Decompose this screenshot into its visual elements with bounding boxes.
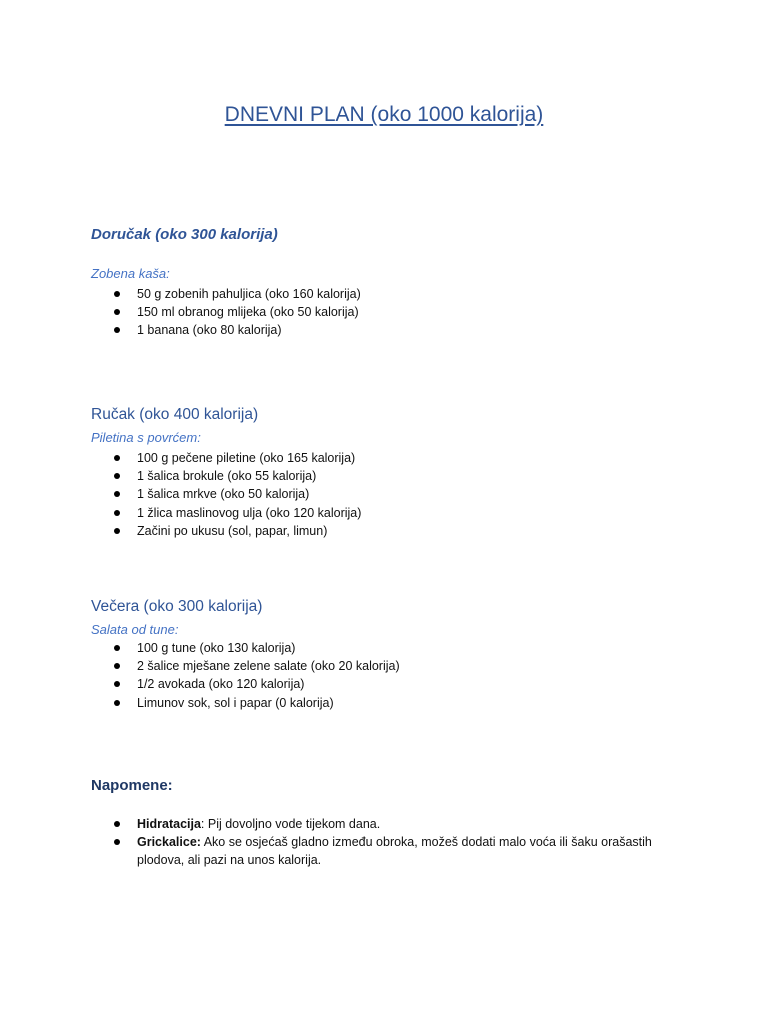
lunch-dish: Piletina s povrćem: <box>91 430 201 445</box>
breakfast-heading: Doručak (oko 300 kalorija) <box>91 226 278 243</box>
list-item <box>91 833 671 869</box>
list-item: 1 banana (oko 80 kalorija) <box>91 321 691 339</box>
list-item: 100 g pečene piletine (oko 165 kalorija) <box>91 449 691 467</box>
dinner-list <box>91 639 691 712</box>
breakfast-dish: Zobena kaša: <box>91 266 170 281</box>
list-item: Limunov sok, sol i papar (0 kalorija) <box>91 694 691 712</box>
dinner-dish: Salata od tune: <box>91 622 179 637</box>
list-item: 1 šalica mrkve (oko 50 kalorija) <box>91 485 691 503</box>
list-item: 1 žlica maslinovog ulja (oko 120 kalorija) <box>91 504 691 522</box>
note-label: Grickalice: <box>137 835 201 850</box>
list-item <box>91 815 671 833</box>
list-item: Začini po ukusu (sol, papar, limun) <box>91 522 691 540</box>
list-item: 2 šalice mješane zelene salate (oko 20 kalorija) <box>91 657 691 675</box>
notes-heading: Napomene: <box>91 777 173 794</box>
page-title: DNEVNI PLAN (oko 1000 kalorija) <box>224 103 544 126</box>
notes-list <box>91 815 671 870</box>
list-item: 150 ml obranog mlijeka (oko 50 kalorija) <box>91 303 691 321</box>
list-item: 100 g tune (oko 130 kalorija) <box>91 639 691 657</box>
lunch-heading: Ručak (oko 400 kalorija) <box>91 406 259 423</box>
note-text: : Pij dovoljno vode tijekom dana. <box>200 817 381 831</box>
dinner-heading: Večera (oko 300 kalorija) <box>91 598 263 615</box>
note-label: Hidratacija <box>137 817 201 831</box>
list-item: 50 g zobenih pahuljica (oko 160 kalorija) <box>91 285 691 303</box>
list-item: 1 šalica brokule (oko 55 kalorija) <box>91 467 691 485</box>
lunch-list <box>91 449 691 540</box>
breakfast-list <box>91 285 691 340</box>
list-item: 1/2 avokada (oko 120 kalorija) <box>91 675 691 693</box>
note-text: Ako se osjećaš gladno između obroka, možeš dodati malo voća ili šaku orašastih plodova, ali pazi na unos kalorija. <box>137 835 652 868</box>
